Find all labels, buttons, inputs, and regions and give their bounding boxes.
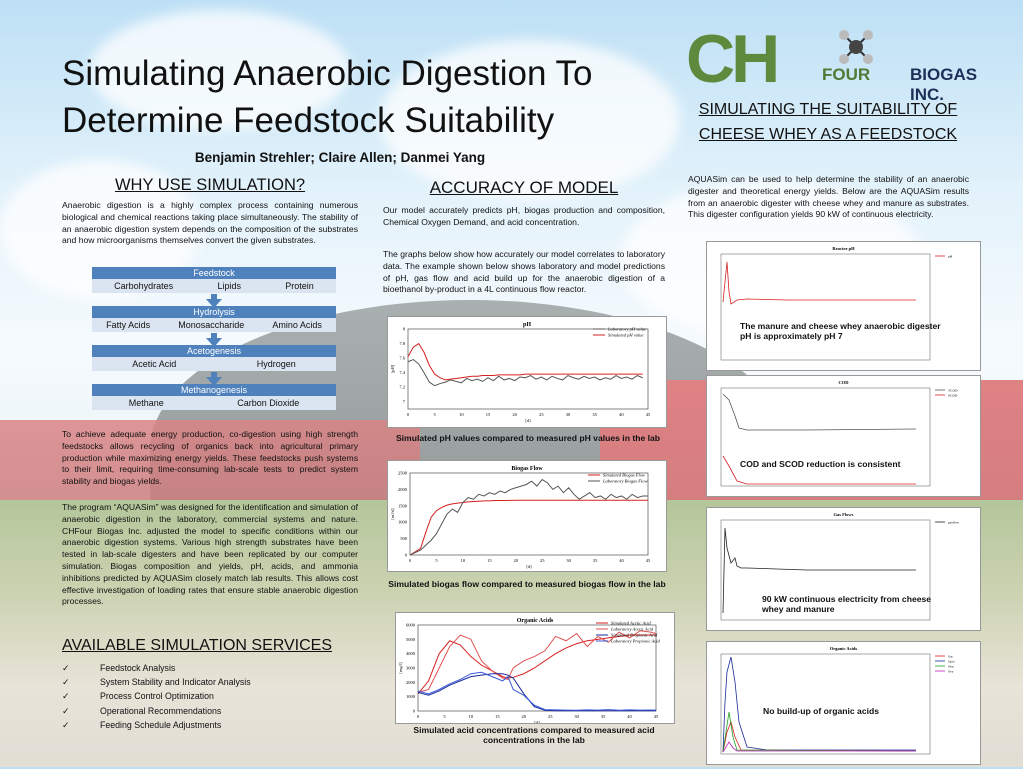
y-tick-label: 6000 — [406, 622, 415, 628]
legend-entry: Laboratory Propionic Acid — [611, 638, 660, 644]
series-line — [410, 500, 648, 555]
services-heading: AVAILABLE SIMULATION SERVICES — [62, 637, 333, 654]
y-tick-label: 3000 — [406, 665, 415, 671]
checkmark-icon: ✓ — [62, 719, 70, 730]
y-tick-label: 1000 — [406, 694, 415, 700]
why-para2: To achieve adequate energy production, co-digestion using high strength feedstocks allows recycling of organics back into agricultural primary production while maximizing energy yields. These feedstocks push systems to their limit, requiring time-consuming lab-scale tests to predict system stability and biogas yields. — [62, 429, 358, 487]
y-tick-label: 500 — [400, 536, 407, 542]
x-tick-label: 40 — [619, 412, 624, 417]
legend-entry: Sac — [948, 654, 954, 659]
plot-frame — [721, 388, 930, 486]
x-tick-label: 15 — [485, 412, 491, 417]
legend-entry: Laboratory pH value — [608, 326, 646, 332]
chfour-logo: CH FOUR BIOGAS INC. — [686, 21, 978, 104]
y-tick-label: 7 — [402, 399, 405, 405]
y-tick-label: 0 — [412, 708, 415, 714]
organic-acids-chart-svg — [707, 642, 980, 764]
x-tick-label: 20 — [521, 714, 527, 719]
acids-chart — [395, 612, 675, 724]
series-line — [408, 344, 643, 380]
x-tick-label: 25 — [539, 412, 544, 417]
y-tick-label: 4000 — [406, 651, 415, 657]
x-axis-label: [d] — [525, 418, 531, 423]
x-tick-label: 25 — [547, 714, 553, 719]
reactor-ph-caption: The manure and cheese whey anaerobic digester pH is approximately pH 7 — [740, 321, 941, 341]
y-axis-label: [pH] — [390, 364, 395, 374]
series-line — [410, 480, 648, 555]
y-tick-label: 7.8 — [399, 341, 405, 347]
gas-flow-caption: 90 kW continuous electricity from cheese whey and manure — [762, 594, 932, 614]
biogas-chart-caption: Simulated biogas flow compared to measured biogas flow in the lab — [388, 579, 666, 589]
x-tick-label: 10 — [468, 714, 474, 719]
whey-para: AQUASim can be used to help determine the stability of an anaerobic digester and theoretical energy yields. Below are the AQUASim results from an anaerobic digester with cheese whey and manure as substrates. This digester configuration yields 90 kW of continuous electricity. — [688, 174, 969, 220]
x-tick-label: 40 — [627, 714, 632, 719]
x-tick-label: 0 — [406, 412, 410, 417]
y-tick-label: 7.2 — [399, 384, 405, 390]
y-tick-label: 2000 — [398, 486, 407, 492]
series-line — [418, 672, 656, 710]
legend-entry: Spro — [948, 659, 955, 664]
cod-chart — [706, 375, 981, 497]
x-tick-label: 45 — [653, 714, 659, 719]
series-line — [723, 712, 916, 752]
ph-chart — [387, 316, 667, 428]
reactor-ph-chart-svg — [707, 242, 980, 370]
ph-chart-caption: Simulated pH values compared to measured pH values in the lab — [395, 433, 661, 443]
x-tick-label: 20 — [512, 412, 517, 417]
y-tick-label: 2500 — [398, 470, 407, 476]
accuracy-heading: ACCURACY OF MODEL — [429, 178, 619, 197]
series-line — [723, 657, 916, 752]
chart-title: Biogas Flow — [511, 466, 543, 472]
chart-title: Reactor pH — [832, 246, 855, 251]
plot-frame — [408, 326, 648, 409]
chart-title: pH — [522, 322, 532, 328]
legend-entry: Simulated Acetic Acid — [611, 620, 651, 626]
x-tick-label: 25 — [539, 558, 545, 563]
checkmark-icon: ✓ — [62, 705, 70, 716]
molecule-icon — [836, 27, 876, 67]
plot-frame — [721, 254, 930, 360]
y-tick-label: 5000 — [406, 636, 415, 642]
y-tick-label: 2000 — [406, 679, 415, 685]
authors: Benjamin Strehler; Claire Allen; Danmei Yang — [194, 150, 486, 165]
legend-entry: gasflow — [948, 520, 960, 525]
legend-entry: Laboratory Acetic Acid — [611, 626, 654, 632]
x-tick-label: 0 — [416, 714, 420, 719]
flow-hydrolysis: Hydrolysis Fatty Acids Monosaccharide Amino Acids — [92, 306, 336, 332]
y-tick-label: 0 — [404, 552, 407, 558]
organic-acids-caption: No build-up of organic acids — [763, 706, 880, 716]
list-item: ✓ System Stability and Indicator Analysis — [62, 675, 251, 689]
biogas-chart — [387, 460, 667, 572]
list-item: ✓ Operational Recommendations — [62, 704, 251, 718]
why-para3: The program “AQUASim” was designed for the identification and simulation of anaerobic digestion in the laboratory, commercial systems and nature. CHFour Biogas Inc. adjusted the model to specific conditions within our anaerobic digestion systems. Various high strength substrates have been tested in lab-scale digesters and have been replicated by our computer simulation. Biogas composition and yields, pH, acids, and ammonia inhibitions predicted by AQUASim closely match lab results. This allows cost effective investigation of loading rates that ensure stable anaerobic digestion processes. — [62, 502, 358, 607]
x-tick-label: 35 — [600, 714, 606, 719]
legend-entry: Simulated pH value — [608, 332, 644, 338]
acids-chart-svg — [396, 613, 674, 723]
y-tick-label: 1000 — [398, 519, 407, 525]
poster-title: Simulating Anaerobic Digestion To Determine Feedstock Suitability — [62, 54, 593, 140]
x-tick-label: 40 — [619, 558, 624, 563]
x-tick-label: 30 — [565, 412, 571, 417]
legend-entry: SCOD — [948, 393, 958, 398]
whey-heading: SIMULATING THE SUITABILITY OF CHEESE WHEY AS A FEEDSTOCK — [698, 101, 958, 143]
list-item: ✓ Feedstock Analysis — [62, 661, 251, 675]
why-para1: Anaerobic digestion is a highly complex process containing numerous biological and chemical reactions taking place simultaneously. The stability of an anaerobic digestion system depends on the composition of the substrates and how microorganisms themselves convert the given substrates. — [62, 200, 358, 246]
series-line — [408, 360, 643, 386]
y-tick-label: 7.4 — [399, 370, 405, 376]
plot-frame — [410, 473, 648, 555]
series-line — [418, 674, 656, 711]
y-tick-label: 1500 — [398, 503, 407, 509]
accuracy-para2: The graphs below show how accurately our model correlates to laboratory data. The example shown below shows laboratory and model predictions of pH, gas flow and acid build up for the anaerobic digestion of a bioethanol by-product in a 4L continuous flow reactor. — [383, 249, 665, 295]
x-axis-label: [d] — [526, 564, 532, 569]
x-tick-label: 30 — [574, 714, 579, 719]
series-line — [723, 394, 916, 430]
x-tick-label: 35 — [592, 558, 598, 563]
x-tick-label: 30 — [566, 558, 571, 563]
cod-caption: COD and SCOD reduction is consistent — [740, 459, 901, 469]
checkmark-icon: ✓ — [62, 663, 70, 673]
services-list — [62, 661, 251, 732]
legend-entry: Sva — [948, 669, 954, 674]
x-tick-label: 5 — [443, 714, 446, 719]
chart-title: COD — [838, 380, 849, 385]
list-item: ✓ Process Control Optimization — [62, 689, 251, 703]
x-axis-label: [d] — [534, 720, 540, 723]
checkmark-icon: ✓ — [62, 677, 70, 688]
why-heading: WHY USE SIMULATION? — [114, 176, 306, 194]
chart-title: Organic Acids — [829, 646, 858, 651]
acids-chart-caption: Simulated acid concentrations compared to measured acid concentrations in the lab — [413, 725, 655, 745]
biogas-chart-svg — [388, 461, 666, 571]
series-line — [723, 262, 916, 304]
legend-entry: pH — [948, 254, 953, 259]
y-axis-label: [ml/d] — [390, 508, 395, 520]
checkmark-icon: ✓ — [62, 691, 70, 702]
x-tick-label: 5 — [433, 412, 436, 417]
x-tick-label: 20 — [513, 558, 519, 563]
list-item: ✓ Feeding Schedule Adjustments — [62, 718, 251, 732]
x-tick-label: 5 — [435, 558, 438, 563]
plot-frame — [721, 654, 930, 754]
legend-entry: Simulated Propionic Acid — [611, 632, 658, 638]
reactor-ph-chart — [706, 241, 981, 371]
flow-methanogenesis: Methanogenesis Methane Carbon Dioxide — [92, 384, 336, 410]
chart-title: Gas Flows — [833, 512, 854, 517]
x-tick-label: 45 — [645, 558, 651, 563]
organic-acids-chart — [706, 641, 981, 765]
accuracy-para1: Our model accurately predicts pH, biogas production and composition, Chemical Oxygen Demand, and acid concentration. — [383, 205, 665, 227]
x-tick-label: 15 — [487, 558, 492, 563]
y-axis-label: [mg/l] — [398, 662, 403, 674]
x-tick-label: 0 — [408, 558, 412, 563]
flow-acetogenesis: Acetogenesis Acetic Acid Hydrogen — [92, 345, 336, 371]
y-tick-label: 8 — [402, 326, 405, 332]
cod-chart-svg — [707, 376, 980, 496]
legend-entry: Laboratory Biogas Flow — [603, 478, 648, 484]
x-tick-label: 35 — [592, 412, 597, 417]
ph-chart-svg — [388, 317, 666, 427]
legend-entry: Simulated Biogas Flow — [603, 472, 645, 478]
chart-title: Organic Acids — [516, 618, 554, 624]
x-tick-label: 10 — [459, 412, 464, 417]
x-tick-label: 10 — [460, 558, 466, 563]
flow-feedstock: Feedstock Carbohydrates Lipids Protein — [92, 267, 336, 293]
legend-entry: Sbu — [948, 664, 954, 669]
x-tick-label: 15 — [495, 714, 500, 719]
y-tick-label: 7.6 — [399, 355, 405, 361]
x-tick-label: 45 — [645, 412, 651, 417]
legend-entry: TCOD — [948, 388, 958, 393]
